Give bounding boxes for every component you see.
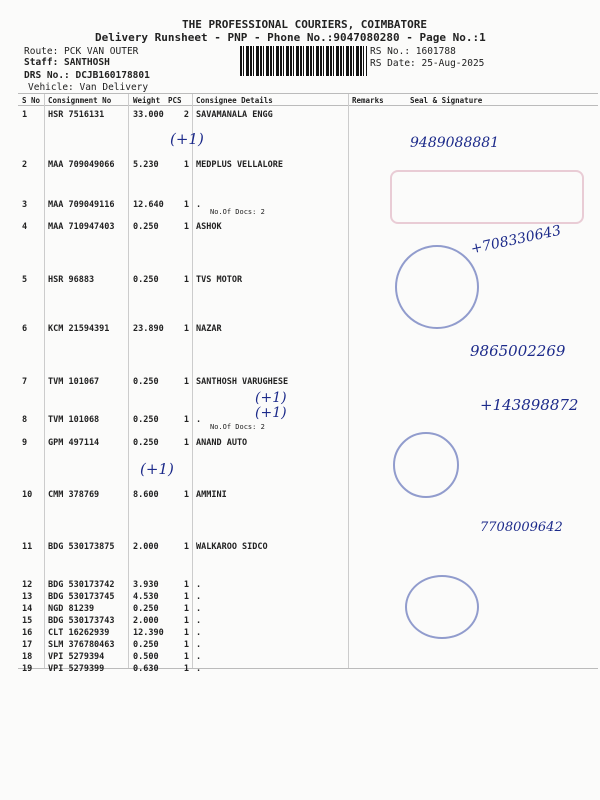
row-sno: 15 bbox=[22, 616, 33, 626]
row-pcs: 1 bbox=[183, 640, 189, 650]
row-pcs: 1 bbox=[183, 200, 189, 210]
row-weight: 5.230 bbox=[133, 160, 159, 170]
row-consignee: WALKAROO SIDCO bbox=[196, 542, 268, 552]
row-pcs: 1 bbox=[183, 616, 189, 626]
row-sno: 1 bbox=[22, 110, 28, 120]
handwritten-phone: +143898872 bbox=[480, 396, 579, 414]
row-pcs: 1 bbox=[183, 592, 189, 602]
row-weight: 12.390 bbox=[133, 628, 164, 638]
row-pcs: 1 bbox=[183, 664, 189, 674]
row-weight: 2.000 bbox=[133, 616, 159, 626]
header-consignee: Consignee Details bbox=[196, 96, 273, 105]
row-consignee: SANTHOSH VARUGHESE bbox=[196, 377, 289, 387]
handwritten-note: (+1) bbox=[255, 390, 287, 406]
row-consignment-no: HSR 7516131 bbox=[48, 110, 105, 120]
row-sno: 2 bbox=[22, 160, 28, 170]
row-doc-note: No.Of Docs: 2 bbox=[210, 423, 265, 431]
handwritten-phone: 7708009642 bbox=[480, 520, 563, 535]
row-sno: 19 bbox=[22, 664, 33, 674]
row-consignee: . bbox=[196, 580, 202, 590]
row-pcs: 1 bbox=[183, 160, 189, 170]
route: Route: PCK VAN OUTER bbox=[24, 46, 139, 57]
company-name: THE PROFESSIONAL COURIERS, COIMBATORE bbox=[182, 18, 428, 31]
row-consignment-no: BDG 530173875 bbox=[48, 542, 115, 552]
row-pcs: 1 bbox=[183, 324, 189, 334]
row-consignee: . bbox=[196, 592, 202, 602]
row-consignment-no: TVM 101067 bbox=[48, 377, 100, 387]
row-consignee: . bbox=[196, 628, 202, 638]
row-sno: 5 bbox=[22, 275, 28, 285]
row-sno: 10 bbox=[22, 490, 33, 500]
row-consignment-no: HSR 96883 bbox=[48, 275, 95, 285]
runsheet-title: Delivery Runsheet - PNP - Phone No.:9047080280 - Page No.:1 bbox=[95, 31, 486, 44]
row-consignee: NAZAR bbox=[196, 324, 222, 334]
row-sno: 8 bbox=[22, 415, 28, 425]
row-consignment-no: GPM 497114 bbox=[48, 438, 100, 448]
handwritten-note: (+1) bbox=[255, 405, 287, 421]
row-sno: 14 bbox=[22, 604, 33, 614]
row-weight: 0.250 bbox=[133, 377, 159, 387]
row-consignment-no: CLT 16262939 bbox=[48, 628, 110, 638]
row-pcs: 1 bbox=[183, 580, 189, 590]
row-consignment-no: BDG 530173743 bbox=[48, 616, 115, 626]
row-pcs: 1 bbox=[183, 275, 189, 285]
handwritten-note: (+1) bbox=[170, 130, 204, 148]
header-weight: Weight bbox=[133, 96, 161, 105]
header-sno: S No bbox=[22, 96, 41, 105]
row-pcs: 1 bbox=[183, 542, 189, 552]
handwritten-note: (+1) bbox=[140, 460, 174, 478]
row-pcs: 1 bbox=[183, 490, 189, 500]
row-consignment-no: SLM 376780463 bbox=[48, 640, 115, 650]
row-weight: 12.640 bbox=[133, 200, 164, 210]
column-line bbox=[128, 94, 129, 668]
vehicle: Vehicle: Van Delivery bbox=[28, 82, 149, 93]
column-line bbox=[348, 94, 349, 668]
row-consignee: MEDPLUS VELLALORE bbox=[196, 160, 283, 170]
row-weight: 33.000 bbox=[133, 110, 164, 120]
row-weight: 0.500 bbox=[133, 652, 159, 662]
row-consignment-no: VPI 5279394 bbox=[48, 652, 105, 662]
row-consignment-no: MAA 709049066 bbox=[48, 160, 115, 170]
staff: Staff: SANTHOSH bbox=[24, 57, 110, 68]
row-consignment-no: VPI 5279399 bbox=[48, 664, 105, 674]
row-consignment-no: CMM 378769 bbox=[48, 490, 100, 500]
row-consignment-no: KCM 21594391 bbox=[48, 324, 110, 334]
header-pcs: PCS bbox=[168, 96, 182, 105]
row-consignee: . bbox=[196, 604, 202, 614]
row-consignee: . bbox=[196, 652, 202, 662]
row-weight: 0.250 bbox=[133, 640, 159, 650]
row-consignment-no: BDG 530173742 bbox=[48, 580, 115, 590]
row-sno: 17 bbox=[22, 640, 33, 650]
row-consignee: TVS MOTOR bbox=[196, 275, 243, 285]
header-seal: Seal & Signature bbox=[410, 96, 483, 105]
barcode bbox=[240, 46, 367, 76]
row-consignee: AMMINI bbox=[196, 490, 227, 500]
row-sno: 13 bbox=[22, 592, 33, 602]
seal-stamp bbox=[393, 432, 459, 498]
row-doc-note: No.Of Docs: 2 bbox=[210, 208, 265, 216]
row-weight: 3.930 bbox=[133, 580, 159, 590]
drs-number: DRS No.: DCJB160178801 bbox=[24, 70, 150, 81]
row-consignee: . bbox=[196, 200, 202, 210]
handwritten-phone: 9865002269 bbox=[470, 342, 566, 360]
row-sno: 7 bbox=[22, 377, 28, 387]
row-consignee: ASHOK bbox=[196, 222, 222, 232]
row-consignment-no: MAA 710947403 bbox=[48, 222, 115, 232]
row-weight: 0.250 bbox=[133, 604, 159, 614]
row-pcs: 1 bbox=[183, 438, 189, 448]
row-consignee: . bbox=[196, 616, 202, 626]
row-consignee: . bbox=[196, 415, 202, 425]
row-pcs: 1 bbox=[183, 652, 189, 662]
row-pcs: 1 bbox=[183, 415, 189, 425]
row-consignment-no: NGD 81239 bbox=[48, 604, 95, 614]
row-weight: 0.250 bbox=[133, 415, 159, 425]
row-consignment-no: BDG 530173745 bbox=[48, 592, 115, 602]
row-weight: 0.250 bbox=[133, 275, 159, 285]
row-consignment-no: TVM 101068 bbox=[48, 415, 100, 425]
row-sno: 9 bbox=[22, 438, 28, 448]
column-line bbox=[192, 94, 193, 668]
row-consignee: ANAND AUTO bbox=[196, 438, 248, 448]
seal-stamp bbox=[395, 245, 479, 329]
header-consignment: Consignment No bbox=[48, 96, 112, 105]
divider bbox=[18, 93, 598, 94]
row-weight: 23.890 bbox=[133, 324, 164, 334]
column-line bbox=[44, 94, 45, 668]
divider bbox=[18, 105, 598, 106]
row-pcs: 1 bbox=[183, 222, 189, 232]
row-pcs: 1 bbox=[183, 628, 189, 638]
row-consignee: SAVAMANALA ENGG bbox=[196, 110, 273, 120]
row-pcs: 1 bbox=[183, 604, 189, 614]
rs-number: RS No.: 1601788 bbox=[370, 46, 456, 57]
rs-date: RS Date: 25-Aug-2025 bbox=[370, 58, 485, 69]
row-pcs: 2 bbox=[183, 110, 189, 120]
row-sno: 3 bbox=[22, 200, 28, 210]
row-weight: 8.600 bbox=[133, 490, 159, 500]
row-sno: 6 bbox=[22, 324, 28, 334]
row-sno: 18 bbox=[22, 652, 33, 662]
divider bbox=[18, 668, 598, 669]
row-pcs: 1 bbox=[183, 377, 189, 387]
row-weight: 0.630 bbox=[133, 664, 159, 674]
row-consignee: . bbox=[196, 664, 202, 674]
row-consignment-no: MAA 709049116 bbox=[48, 200, 115, 210]
row-weight: 2.000 bbox=[133, 542, 159, 552]
row-weight: 0.250 bbox=[133, 222, 159, 232]
row-sno: 12 bbox=[22, 580, 33, 590]
row-weight: 4.530 bbox=[133, 592, 159, 602]
row-sno: 11 bbox=[22, 542, 33, 552]
pharmacy-stamp bbox=[390, 170, 584, 224]
handwritten-phone: 9489088881 bbox=[410, 135, 500, 151]
row-sno: 4 bbox=[22, 222, 28, 232]
handwritten-phone: +708330643 bbox=[469, 222, 563, 258]
header-remarks: Remarks bbox=[352, 96, 384, 105]
row-consignee: . bbox=[196, 640, 202, 650]
row-sno: 16 bbox=[22, 628, 33, 638]
row-weight: 0.250 bbox=[133, 438, 159, 448]
seal-stamp bbox=[405, 575, 479, 639]
